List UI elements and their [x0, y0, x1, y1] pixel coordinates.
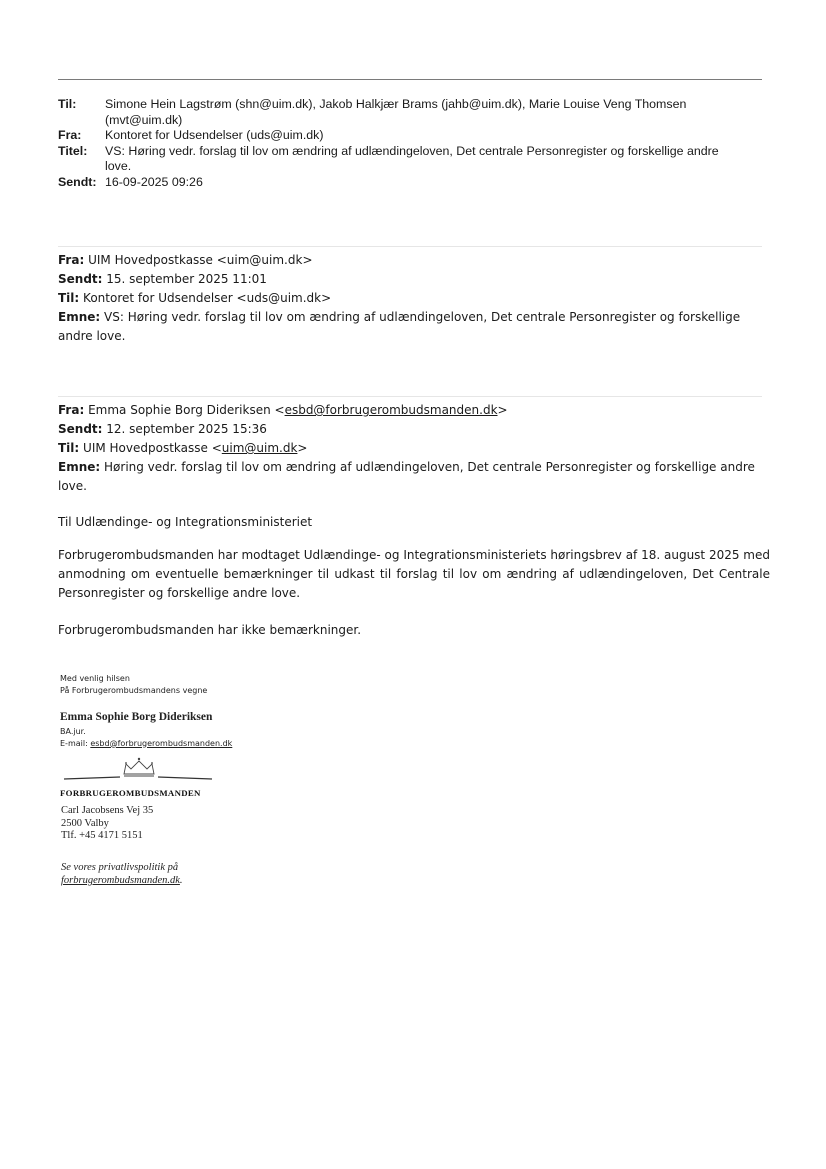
body-paragraph-2: Forbrugerombudsmanden har ikke bemærkninger. [58, 623, 362, 637]
signature-address [61, 805, 153, 843]
email1-emne-label: Emne: [58, 310, 101, 324]
email1-til-label: Til: [58, 291, 80, 305]
email2-fra-email-link[interactable]: esbd@forbrugerombudsmanden.dk [284, 403, 498, 417]
address-phone: Tlf. +45 4171 5151 [61, 830, 143, 842]
email2-emne-label: Emne: [58, 460, 101, 474]
signature-name: Emma Sophie Borg Dideriksen [60, 711, 213, 723]
logo-text: FORBRUGEROMBUDSMANDEN [60, 788, 201, 798]
email2-til-name: UIM Hovedpostkasse < [83, 441, 222, 455]
meta-sendt-row [58, 175, 764, 191]
meta-til-label: Til: [58, 97, 77, 111]
email2-sendt-label: Sendt: [58, 422, 103, 436]
email1-emne-value-cont: andre love. [58, 329, 126, 343]
meta-sendt-value: 16-09-2025 09:26 [105, 174, 203, 189]
signature-title: BA.jur. [60, 727, 86, 736]
email1-divider [58, 246, 762, 247]
signature-details [60, 726, 232, 749]
email1-fra-label: Fra: [58, 253, 85, 267]
body-paragraph-1: Forbrugerombudsmanden har modtaget Udlændinge- og Integrationsministeriets høringsbrev af 18. august 2025 med anmodning om eventuelle bemærkninger til udkast til forslag til lov om ændring af udlændingeloven, Det Centrale Personregister og forskellige andre love. [58, 548, 770, 600]
email1-sendt-value: 15. september 2025 11:01 [106, 272, 267, 286]
email1-sendt-label: Sendt: [58, 272, 103, 286]
meta-fra-value: Kontoret for Udsendelser (uds@uim.dk) [105, 128, 324, 142]
message-metadata [58, 97, 764, 190]
meta-til-recipients-cont: (mvt@uim.dk) [105, 112, 183, 127]
signature-email-link[interactable]: esbd@forbrugerombudsmanden.dk [90, 738, 233, 748]
meta-til-row [58, 97, 764, 128]
email1-fra-value: UIM Hovedpostkasse <uim@uim.dk> [88, 253, 313, 267]
meta-titel-value-cont: love. [105, 159, 132, 173]
forwarded-email-1-header [58, 251, 770, 346]
meta-titel-row [58, 144, 764, 175]
signature-closing-block [60, 673, 207, 696]
email2-sendt-value: 12. september 2025 15:36 [106, 422, 267, 436]
email2-til-email-link[interactable]: uim@uim.dk [221, 441, 298, 455]
top-divider [58, 79, 762, 80]
email1-emne-value: VS: Høring vedr. forslag til lov om ændring af udlændingeloven, Det centrale Personregister og forskellige [104, 310, 741, 324]
email2-emne-value-cont: love. [58, 479, 87, 493]
meta-fra-row [58, 128, 764, 144]
forwarded-email-2-header: Fra: Emma Sophie Borg Dideriksen <esbd@forbrugerombudsmanden.dk> Sendt: 12. september 2025 15:36 Til: UIM Hovedpostkasse <uim@uim.dk> Emne: Høring vedr. forslag til lov om ændring af udlændingeloven, Det centrale Personregister og forskellige andre love. [58, 401, 770, 496]
email2-fra-name: Emma Sophie Borg Dideriksen < [88, 403, 285, 417]
meta-fra-label: Fra: [58, 128, 82, 142]
email2-til-label: Til: [58, 441, 80, 455]
email1-til-value: Kontoret for Udsendelser <uds@uim.dk> [83, 291, 332, 305]
email2-emne-value: Høring vedr. forslag til lov om ændring af udlændingeloven, Det centrale Personregister og forskellige andre [104, 460, 755, 474]
privacy-text: Se vores privatlivspolitik på [61, 862, 179, 873]
address-city: 2500 Valby [61, 817, 109, 829]
meta-titel-value: VS: Høring vedr. forslag til lov om ændring af udlændingeloven, Det centrale Personregister og forskellige andre [105, 143, 719, 158]
privacy-notice: Se vores privatlivspolitik på forbrugerombudsmanden.dk. [61, 862, 183, 886]
signature-email-label: E-mail: [60, 738, 91, 748]
meta-til-recipients: Simone Hein Lagstrøm (shn@uim.dk), Jakob Halkjær Brams (jahb@uim.dk), Marie Louise Veng Thomsen [105, 97, 687, 111]
privacy-link[interactable]: forbrugerombudsmanden.dk [61, 875, 180, 886]
body-greeting: Til Udlændinge- og Integrationsministeriet [58, 515, 313, 529]
email2-divider [58, 396, 762, 397]
signature-on-behalf: På Forbrugerombudsmandens vegne [60, 685, 208, 695]
signature-closing: Med venlig hilsen [60, 674, 130, 683]
address-street: Carl Jacobsens Vej 35 [61, 805, 154, 816]
meta-titel-label: Titel: [58, 143, 88, 158]
meta-sendt-label: Sendt: [58, 174, 97, 189]
email2-fra-label: Fra: [58, 403, 85, 417]
